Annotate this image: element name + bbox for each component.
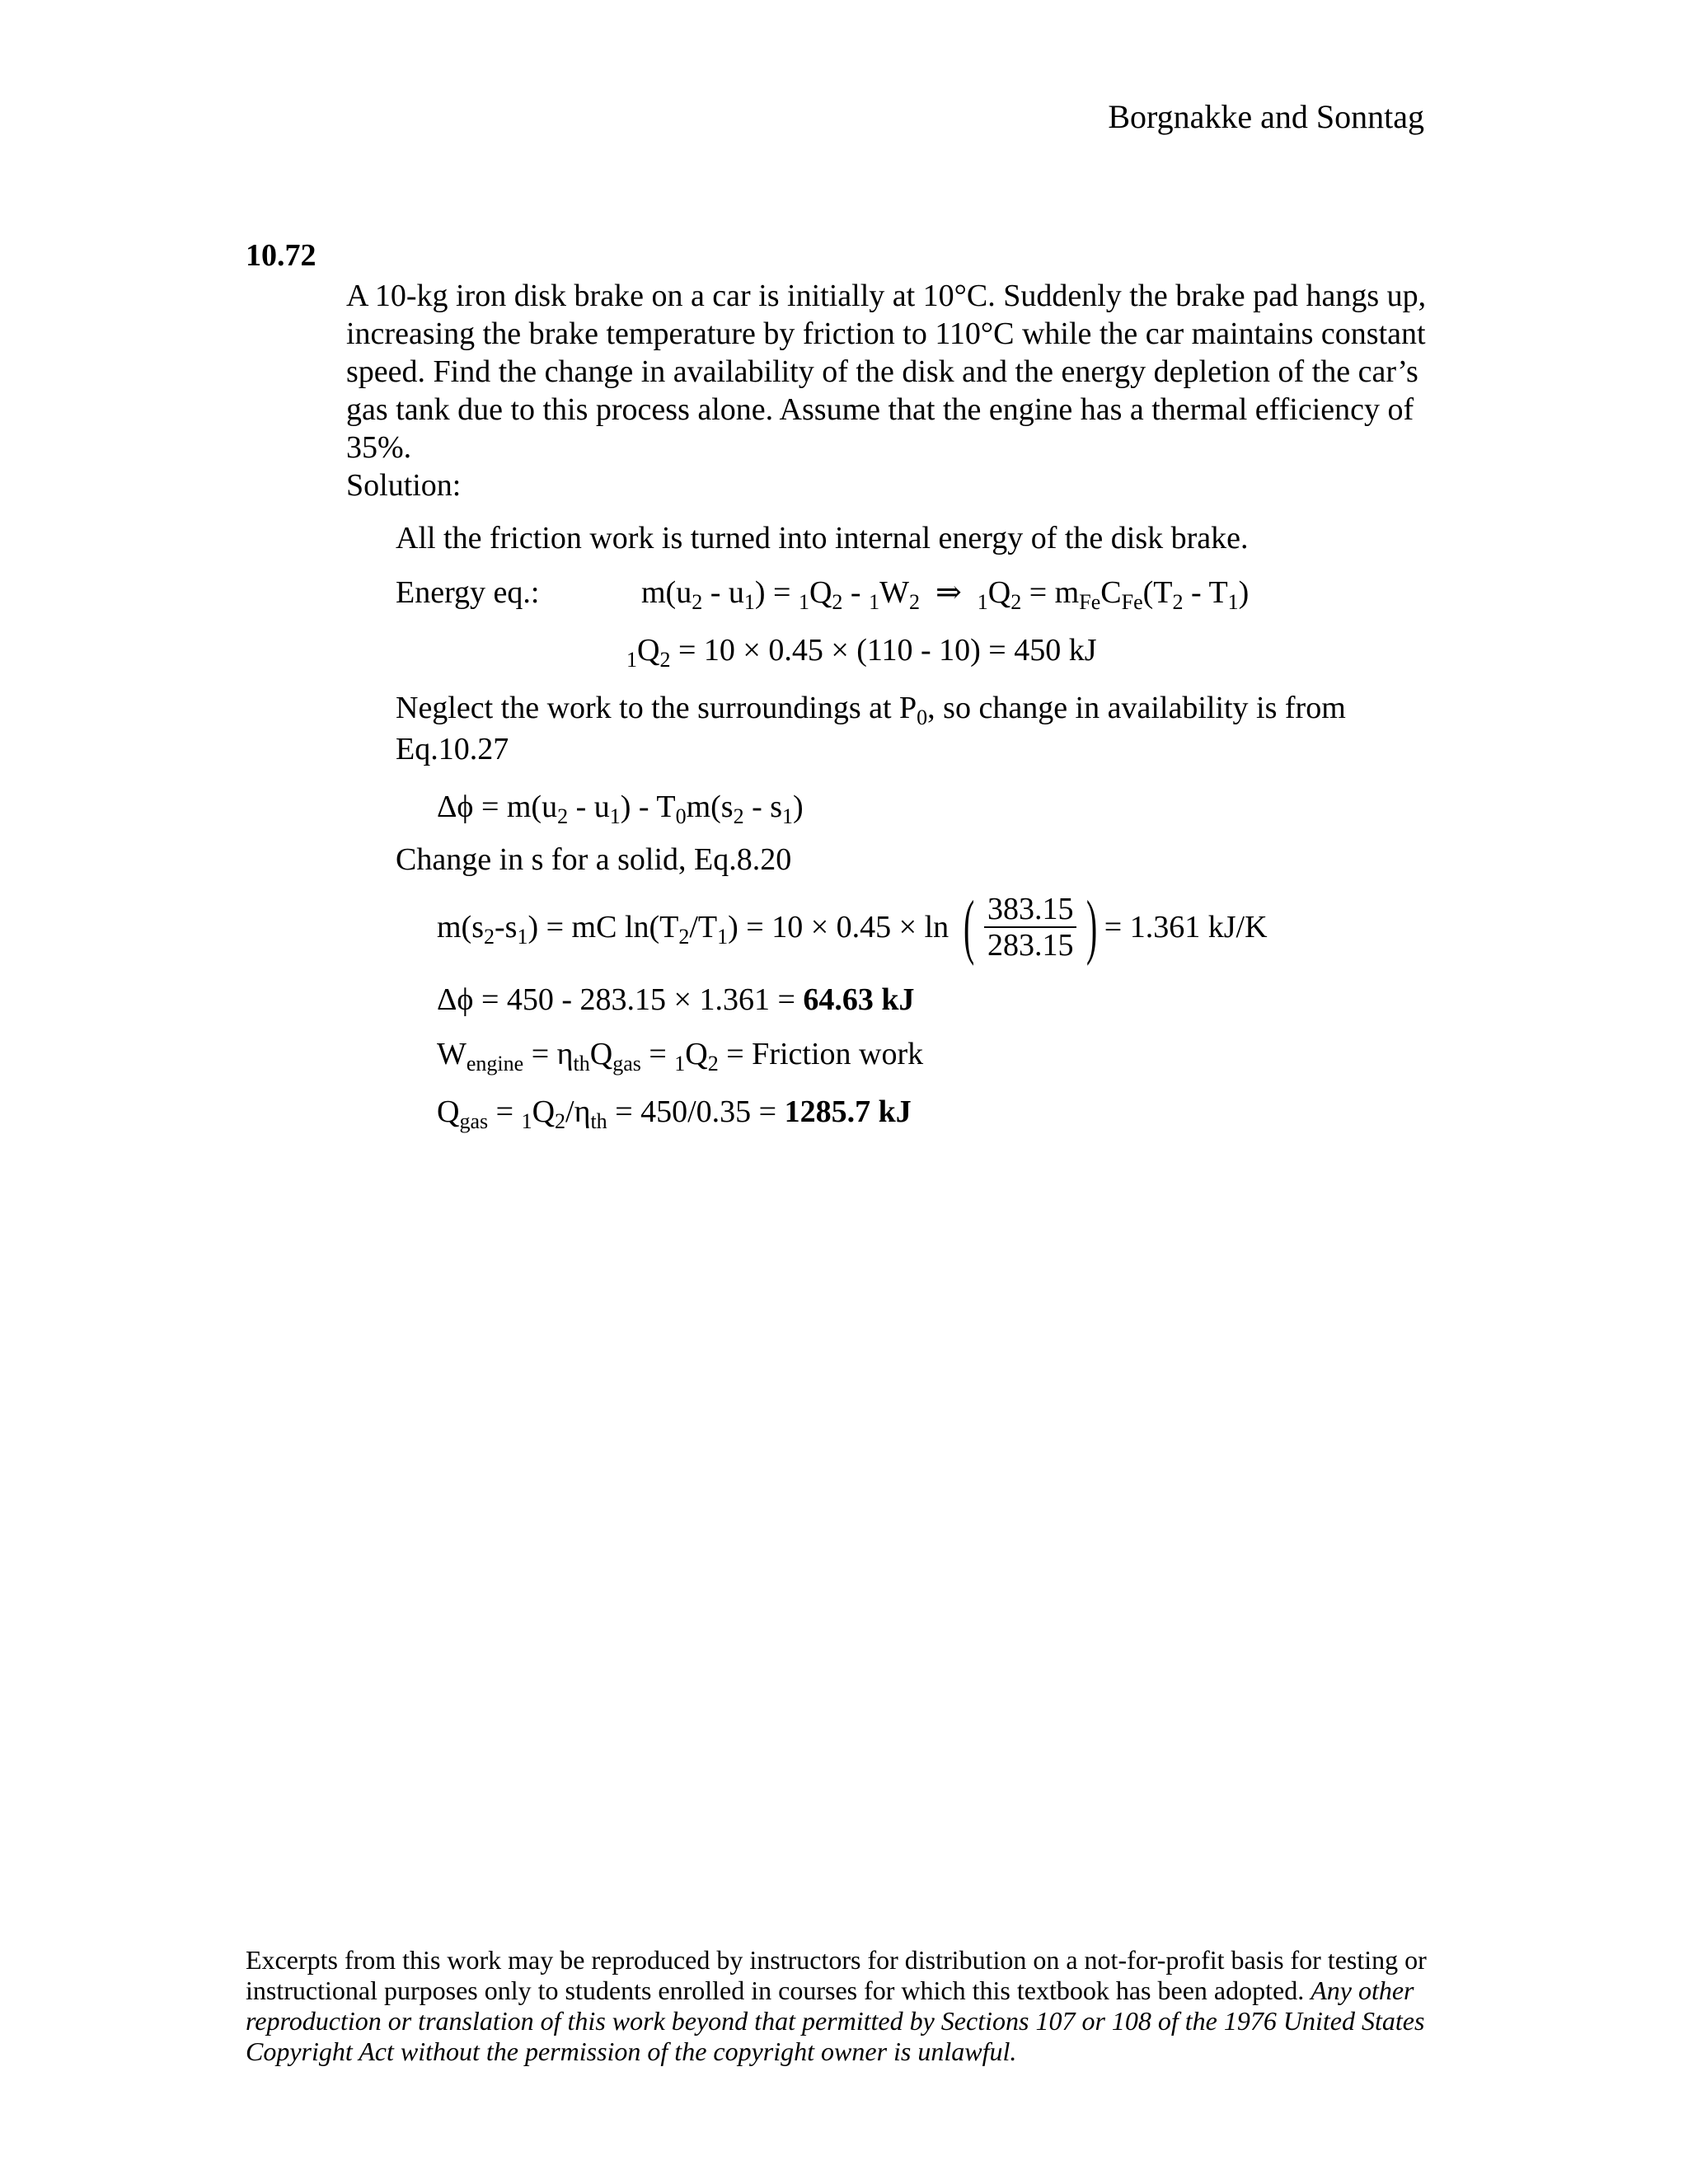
- gas-energy-line: $Q_{gas} = _1Q_2/\eta_{th} = 450/0.35 = 1285.7$ kJ: [437, 1094, 912, 1133]
- energy-eq-formula: $m(u_2 - u_1) = _1Q_2 - _1W_2$ ⇒ $_1Q_2 = m_{Fe}C_{Fe}(T_2 - T_1)$: [641, 575, 1250, 614]
- solution-label: Solution:: [346, 468, 462, 503]
- availability-equation: $\Delta\phi = m(u_2 - u_1) - T_0m(s_2 - s_1)$: [437, 790, 804, 828]
- energy-eq-label: Energy eq.:: [396, 575, 540, 610]
- temperature-ratio: [984, 892, 1077, 963]
- left-paren: (: [963, 887, 974, 967]
- footer-italic-text: Any other reproduction or translation of this work beyond that permitted by Sections 107 or 108 of the 1976 United States Copyright Act without the permission of the copyright owner is unlawful.: [246, 1975, 1425, 2066]
- q12-calculation: $_1Q_2 = 10 \times 0.45 \times (110 - 10) = 450$ kJ: [626, 633, 1097, 672]
- neglect-text-b: , so change in availability is from: [927, 691, 1346, 725]
- eq-reference: Eq.10.27: [396, 732, 509, 766]
- frac-denominator: 283.15: [987, 928, 1074, 963]
- problem-number: 10.72: [246, 238, 316, 273]
- engine-work-line: $W_{engine} = \eta_{th}Q_{gas} = _1Q_2$ = Friction work: [437, 1037, 924, 1076]
- change-in-s-line: Change in s for a solid, Eq.8.20: [396, 842, 792, 877]
- page-header-authors: Borgnakke and Sonntag: [1108, 98, 1424, 135]
- footer-normal-text: Excerpts from this work may be reproduced by instructors for distribution on a not-for-profit basis for testing or instructional purposes only to students enrolled in courses for which this textbook has been adopted.: [246, 1945, 1427, 2005]
- dphi-calc: Δϕ = 450 - 283.15 × 1.361 =: [437, 982, 804, 1017]
- qgas-calc: = 450/0.35 =: [615, 1094, 785, 1129]
- entropy-equation: $m(s_2-s_1)$ = mC $\ln(T_2/T_1) = 10 \times 0.45 \times \ln$ ( $\frac{383.15}{283.15}$ ) = 1.361 kJ/K: [437, 887, 1268, 967]
- frac-numerator: 383.15: [984, 892, 1077, 928]
- dphi-result: 64.63 kJ: [803, 982, 915, 1017]
- q12-value: = 10 × 0.45 × (110 - 10) = 450 kJ: [678, 633, 1097, 668]
- qgas-result: 1285.7 kJ: [784, 1094, 912, 1129]
- solution-line-friction: All the friction work is turned into internal energy of the disk brake.: [396, 521, 1249, 555]
- right-paren: ): [1086, 887, 1098, 967]
- copyright-footer: [246, 1945, 1449, 2067]
- neglect-text-a: Neglect the work to the surroundings at P: [396, 691, 917, 725]
- problem-statement: [346, 277, 1442, 504]
- availability-result-line: [437, 981, 915, 1019]
- problem-statement-text: A 10-kg iron disk brake on a car is initially at 10°C. Suddenly the brake pad hangs up, increasing the brake temperature by friction to 110°C while the car maintains constant speed. Find the change in availability of the disk and the energy depletion of the car’s gas tank due to this process alone. Assume that the engine has a thermal efficiency of 35%.: [346, 279, 1427, 465]
- neglect-work-line: Neglect the work to the surroundings at $P_0$, so change in availability is from: [396, 691, 1346, 729]
- entropy-result: = 1.361 kJ/K: [1104, 910, 1268, 944]
- friction-work-text: = Friction work: [726, 1037, 924, 1071]
